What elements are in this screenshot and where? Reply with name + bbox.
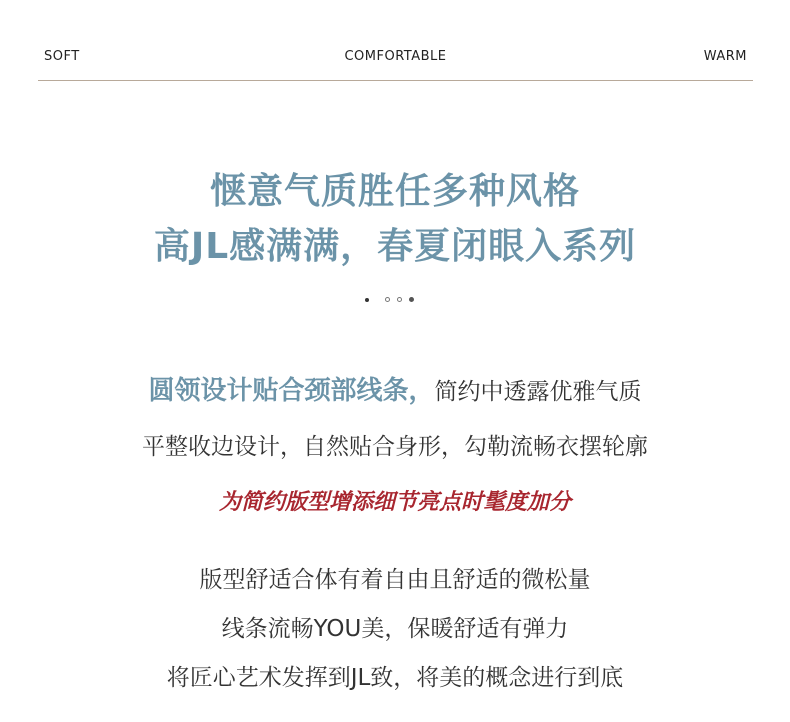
pager-dots — [0, 296, 790, 306]
feature-bar — [38, 46, 753, 81]
description-line-5: 线条流畅YOU美，保暖舒适有弹力 — [221, 616, 569, 642]
pager-dot[interactable] — [385, 297, 390, 302]
pager-dot[interactable] — [397, 297, 402, 302]
description-highlight: 圆领设计贴合颈部线条， — [148, 376, 435, 406]
description-line-1 — [0, 370, 790, 407]
description-rest: 简约中透露优雅气质 — [434, 379, 642, 405]
pager-dot-active[interactable] — [365, 298, 369, 302]
headline-line-2: 高JL感满满，春夏闭眼入系列 — [153, 226, 637, 267]
description-line-6: 将匠心艺术发挥到JL致，将美的概念进行到底 — [166, 665, 624, 691]
feature-soft: SOFT — [44, 49, 80, 64]
emphasis-line: 为简约版型增添细节亮点时髦度加分 — [218, 490, 571, 515]
feature-warm: WARM — [703, 49, 747, 64]
description-line-2: 平整收边设计，自然贴合身形，勾勒流畅衣摆轮廓 — [142, 434, 648, 460]
description-line-4: 版型舒适合体有着自由且舒适的微松量 — [199, 567, 591, 593]
pager-dot[interactable] — [409, 297, 414, 302]
feature-comfortable: COMFORTABLE — [344, 49, 447, 64]
headline-line-1: 惬意气质胜任多种风格 — [209, 171, 580, 212]
